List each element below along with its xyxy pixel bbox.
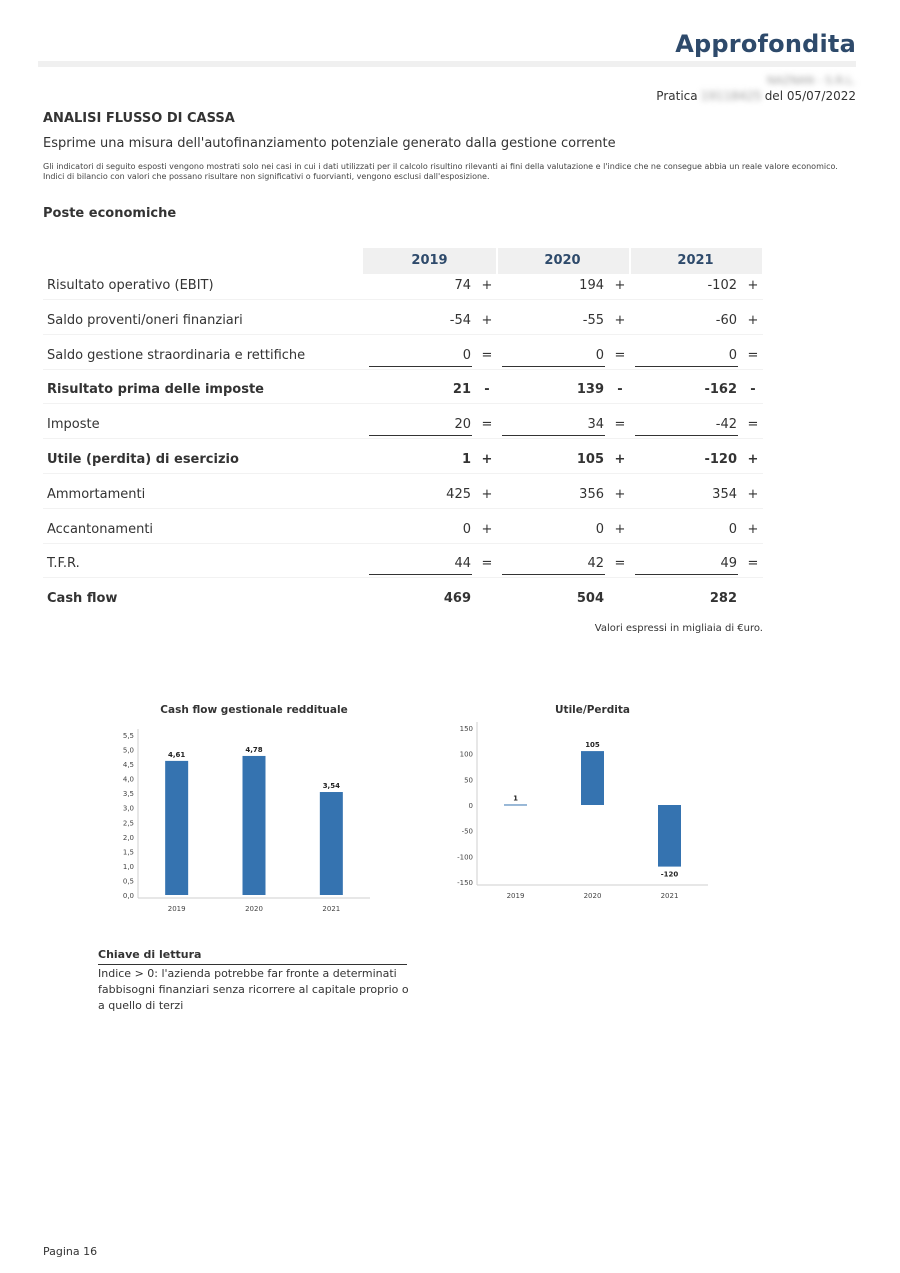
subtotal-underline bbox=[635, 574, 738, 575]
table-cell: -162 bbox=[704, 382, 737, 397]
row-separator bbox=[43, 438, 763, 439]
subtotal-underline bbox=[369, 366, 472, 367]
operator-sign: + bbox=[481, 313, 493, 328]
operator-sign: + bbox=[481, 487, 493, 502]
operator-sign: + bbox=[747, 522, 759, 537]
operator-sign: + bbox=[614, 452, 626, 467]
y-tick-label: 150 bbox=[459, 725, 473, 733]
y-tick-label: 0 bbox=[468, 802, 473, 810]
bar bbox=[165, 761, 188, 895]
subtotal-underline bbox=[502, 435, 605, 436]
table-cell: 21 bbox=[452, 382, 471, 397]
y-tick-label: 1,0 bbox=[122, 862, 134, 871]
y-tick-label: 0,0 bbox=[122, 892, 134, 900]
operator-sign: + bbox=[481, 452, 493, 467]
table-cell: 0 bbox=[462, 348, 471, 363]
table-cell: 354 bbox=[712, 487, 737, 502]
operator-sign: + bbox=[481, 522, 493, 537]
data-label: -120 bbox=[660, 870, 679, 879]
table-cell: -120 bbox=[704, 452, 737, 467]
y-tick-label: 2,5 bbox=[122, 819, 134, 828]
row-separator bbox=[43, 508, 763, 509]
operator-sign: + bbox=[614, 487, 626, 502]
sub-heading: Poste economiche bbox=[43, 206, 177, 221]
table-cell: 0 bbox=[595, 348, 604, 363]
operator-sign: = bbox=[614, 556, 626, 571]
y-tick-label: 3,0 bbox=[122, 804, 134, 813]
year-header: 2020 bbox=[544, 253, 581, 268]
chart-cash-flow bbox=[98, 695, 388, 924]
data-label: 1 bbox=[513, 794, 518, 803]
table-cell: 194 bbox=[579, 278, 604, 293]
row-label: Accantonamenti bbox=[47, 522, 154, 537]
table-cell: 0 bbox=[728, 522, 737, 537]
x-tick-label: 2019 bbox=[167, 905, 186, 913]
chart-title: Utile/Perdita bbox=[555, 704, 630, 716]
pratica-label: Pratica bbox=[656, 89, 698, 103]
disclaimer-line-1: Gli indicatori di seguito esposti vengono mostrati solo nei casi in cui i dati utilizzati per il calcolo risultino rilevanti ai fini della valutazione e l'indice che ne consegue abbia un reale valore economico. bbox=[43, 162, 838, 171]
row-separator bbox=[43, 299, 763, 300]
operator-sign: - bbox=[750, 382, 756, 397]
table-cell: 42 bbox=[587, 556, 604, 571]
table-cell: -102 bbox=[707, 278, 737, 293]
table-cell: 425 bbox=[446, 487, 471, 502]
disclaimer-line-2: Indici di bilancio con valori che possano risultare non significativi o fuorvianti, vengono esclusi dall'esposizione. bbox=[43, 172, 490, 181]
operator-sign: = bbox=[747, 348, 759, 363]
table-cell: 105 bbox=[576, 452, 604, 467]
table-cell: 74 bbox=[454, 278, 471, 293]
section-title: ANALISI FLUSSO DI CASSA bbox=[43, 111, 235, 126]
x-tick-label: 2021 bbox=[322, 905, 341, 913]
legend-title: Chiave di lettura bbox=[98, 948, 202, 961]
y-tick-label: -150 bbox=[457, 879, 473, 887]
report-title: Approfondita bbox=[675, 30, 856, 58]
operator-sign: - bbox=[617, 382, 623, 397]
bar bbox=[504, 804, 527, 805]
x-tick-label: 2020 bbox=[245, 905, 263, 913]
y-tick-label: 1,5 bbox=[122, 848, 134, 857]
table-cell: -55 bbox=[582, 313, 604, 328]
y-tick-label: 100 bbox=[459, 750, 473, 759]
operator-sign: + bbox=[747, 487, 759, 502]
data-label: 3,54 bbox=[322, 782, 340, 791]
bar bbox=[658, 805, 681, 867]
y-tick-label: 5,5 bbox=[122, 732, 134, 740]
row-separator bbox=[43, 473, 763, 474]
operator-sign: = bbox=[614, 417, 626, 432]
operator-sign: = bbox=[747, 417, 759, 432]
operator-sign: = bbox=[481, 556, 493, 571]
row-separator bbox=[43, 369, 763, 370]
operator-sign: = bbox=[614, 348, 626, 363]
company-name: NAZNAN - S.R.L. bbox=[766, 74, 856, 87]
table-cell: 1 bbox=[461, 452, 471, 467]
operator-sign: = bbox=[747, 556, 759, 571]
table-cell: 20 bbox=[454, 417, 471, 432]
operator-sign: = bbox=[481, 348, 493, 363]
pratica-line bbox=[656, 89, 856, 103]
data-label: 105 bbox=[585, 741, 600, 750]
chart-cash-flow-svg bbox=[98, 695, 388, 920]
subtotal-underline bbox=[635, 366, 738, 367]
table-cell: 34 bbox=[587, 417, 604, 432]
operator-sign: + bbox=[747, 313, 759, 328]
chart-utile-perdita bbox=[440, 695, 730, 924]
row-separator bbox=[43, 403, 763, 404]
subtotal-underline bbox=[369, 435, 472, 436]
subtotal-underline bbox=[502, 366, 605, 367]
page-number: Pagina 16 bbox=[43, 1245, 98, 1258]
operator-sign: + bbox=[614, 313, 626, 328]
operator-sign: + bbox=[614, 278, 626, 293]
table-cell: 0 bbox=[728, 348, 737, 363]
section-subtitle: Esprime una misura dell'autofinanziamento potenziale generato dalla gestione corrente bbox=[43, 136, 616, 151]
x-tick-label: 2020 bbox=[583, 892, 602, 900]
table-cell: -54 bbox=[449, 313, 471, 328]
row-label: Risultato operativo (EBIT) bbox=[47, 278, 214, 293]
table-cell: 139 bbox=[576, 382, 604, 397]
units-note: Valori espressi in migliaia di €uro. bbox=[594, 623, 763, 634]
y-tick-label: 2,0 bbox=[122, 833, 134, 842]
x-tick-label: 2021 bbox=[660, 892, 679, 900]
table-cell: 504 bbox=[576, 591, 604, 606]
bar bbox=[320, 792, 343, 895]
y-tick-label: 3,5 bbox=[122, 790, 134, 799]
year-header: 2021 bbox=[677, 253, 714, 268]
y-tick-label: 5,0 bbox=[122, 746, 134, 755]
row-label: Risultato prima delle imposte bbox=[47, 382, 264, 397]
pratica-id: 19118425 bbox=[700, 89, 762, 103]
table-cell: 0 bbox=[595, 522, 604, 537]
row-label: Ammortamenti bbox=[47, 487, 146, 502]
row-label: Cash flow bbox=[47, 591, 118, 606]
row-label: Imposte bbox=[47, 417, 100, 432]
subtotal-underline bbox=[502, 574, 605, 575]
row-label: Utile (perdita) di esercizio bbox=[47, 452, 239, 467]
report-date: del 05/07/2022 bbox=[764, 89, 856, 103]
row-label: Saldo gestione straordinaria e rettifiche bbox=[47, 348, 306, 363]
table-cell: 44 bbox=[454, 556, 471, 571]
subtotal-underline bbox=[369, 574, 472, 575]
table-cell: 469 bbox=[443, 591, 471, 606]
row-separator bbox=[43, 577, 763, 578]
table-cell: 282 bbox=[709, 591, 737, 606]
bar bbox=[243, 756, 266, 895]
data-label: 4,61 bbox=[168, 750, 186, 759]
data-label: 4,78 bbox=[245, 745, 263, 754]
row-label: T.F.R. bbox=[47, 556, 80, 571]
header-divider bbox=[38, 61, 856, 67]
table-cell: -42 bbox=[715, 417, 737, 432]
disclaimer-note bbox=[43, 162, 843, 182]
chart-title: Cash flow gestionale reddituale bbox=[160, 704, 348, 716]
operator-sign: - bbox=[484, 382, 490, 397]
legend-text: Indice > 0: l'azienda potrebbe far fronte a determinati fabbisogni finanziari senza ricorrere al capitale proprio o a quello di terzi bbox=[98, 967, 409, 1012]
table-cell: 0 bbox=[462, 522, 471, 537]
chart-utile-perdita-svg bbox=[440, 695, 730, 920]
operator-sign: + bbox=[747, 278, 759, 293]
table-cell: -60 bbox=[715, 313, 737, 328]
y-tick-label: -100 bbox=[457, 853, 473, 862]
legend-divider bbox=[98, 964, 407, 965]
operator-sign: + bbox=[481, 278, 493, 293]
table-cell: 356 bbox=[579, 487, 604, 502]
y-tick-label: 4,5 bbox=[122, 761, 134, 770]
row-separator bbox=[43, 543, 763, 544]
y-tick-label: 50 bbox=[464, 776, 473, 785]
row-label: Saldo proventi/oneri finanziari bbox=[47, 313, 243, 328]
y-tick-label: 0,5 bbox=[122, 877, 134, 886]
year-header: 2019 bbox=[411, 253, 448, 268]
operator-sign: = bbox=[481, 417, 493, 432]
operator-sign: + bbox=[747, 452, 759, 467]
x-tick-label: 2019 bbox=[506, 892, 525, 900]
y-tick-label: 4,0 bbox=[122, 775, 134, 784]
y-tick-label: -50 bbox=[461, 827, 473, 836]
operator-sign: + bbox=[614, 522, 626, 537]
row-separator bbox=[43, 334, 763, 335]
table-cell: 49 bbox=[720, 556, 737, 571]
bar bbox=[581, 751, 604, 805]
subtotal-underline bbox=[635, 435, 738, 436]
